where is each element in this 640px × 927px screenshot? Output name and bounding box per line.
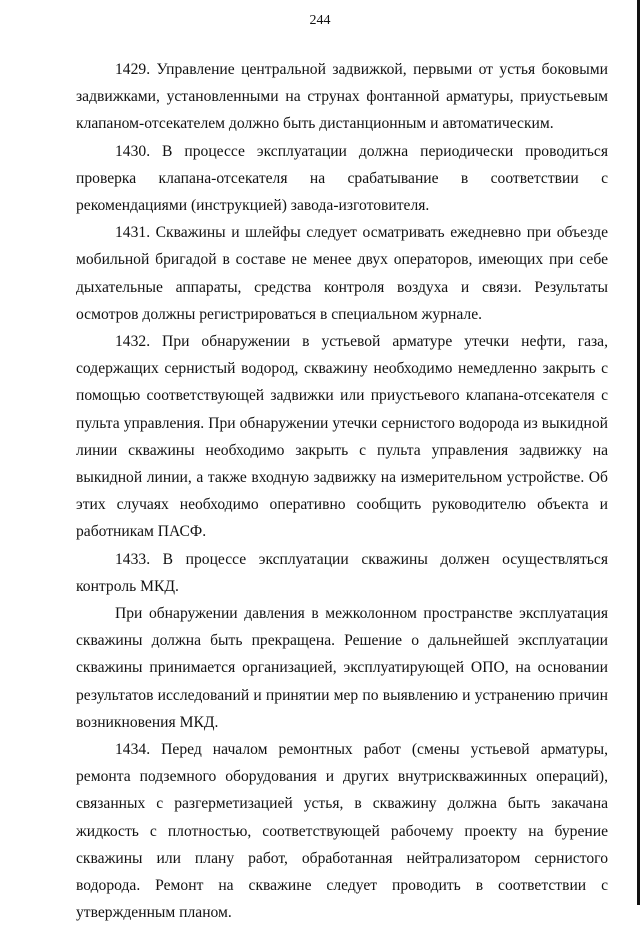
paragraph-1430: 1430. В процессе эксплуатации должна периодически проводиться проверка клапана-отсекателя на срабатывание в соответствии с рекомендациями (инструкцией) завода-изготовителя. (76, 142, 608, 215)
paragraph-1432: 1432. При обнаружении в устьевой арматуре утечки нефти, газа, содержащих сернистый водород, скважину необходимо немедленно закрыть с помощью соответствующей задвижки или приустьевого клапана-отсекателя с пульта управления. При обнаружении утечки сернистого водорода из выкидной линии скважины необходимо закрыть с пульта управления задвижку на выкидной линии, а также входную задвижку на измерительном устройстве. Об этих случаях необходимо оперативно сообщить руководителю объекта и работникам ПАСФ. (76, 333, 608, 541)
paragraph-1433: 1433. В процессе эксплуатации скважины должен осуществляться контроль МКД. (76, 550, 608, 595)
paragraph-1434: 1434. Перед началом ремонтных работ (смены устьевой арматуры, ремонта подземного оборудования и других внутрискважинных операций), связанных с разгерметизацией устья, в скважину должна быть закачана жидкость с плотностью, соответствующей рабочему проекту на бурение скважины или плану работ, обработанная нейтрализатором сернистого водорода. Ремонт на скважине следует проводить в соответствии с утвержденным планом. (76, 741, 608, 922)
paragraph-1431: 1431. Скважины и шлейфы следует осматривать ежедневно при объезде мобильной бригадой в составе не менее двух операторов, имеющих при себе дыхательные аппараты, средства контроля воздуха и связи. Результаты осмотров должны регистрироваться в специальном журнале. (76, 224, 608, 323)
document-body (76, 56, 608, 927)
paragraph-1429: 1429. Управление центральной задвижкой, первыми от устья боковыми задвижками, установленными на струнах фонтанной арматуры, приустьевым клапаном-отсекателем должно быть дистанционным и автоматическим. (76, 61, 608, 133)
page-number: 244 (309, 13, 331, 28)
paragraph-1433-continuation: При обнаружении давления в межколонном пространстве эксплуатация скважины должна быть прекращена. Решение о дальнейшей эксплуатации скважины принимается организацией, эксплуатирующей ОПО, на основании результатов исследований и принятии мер по выявлению и устранению причин возникновения МКД. (76, 605, 608, 731)
